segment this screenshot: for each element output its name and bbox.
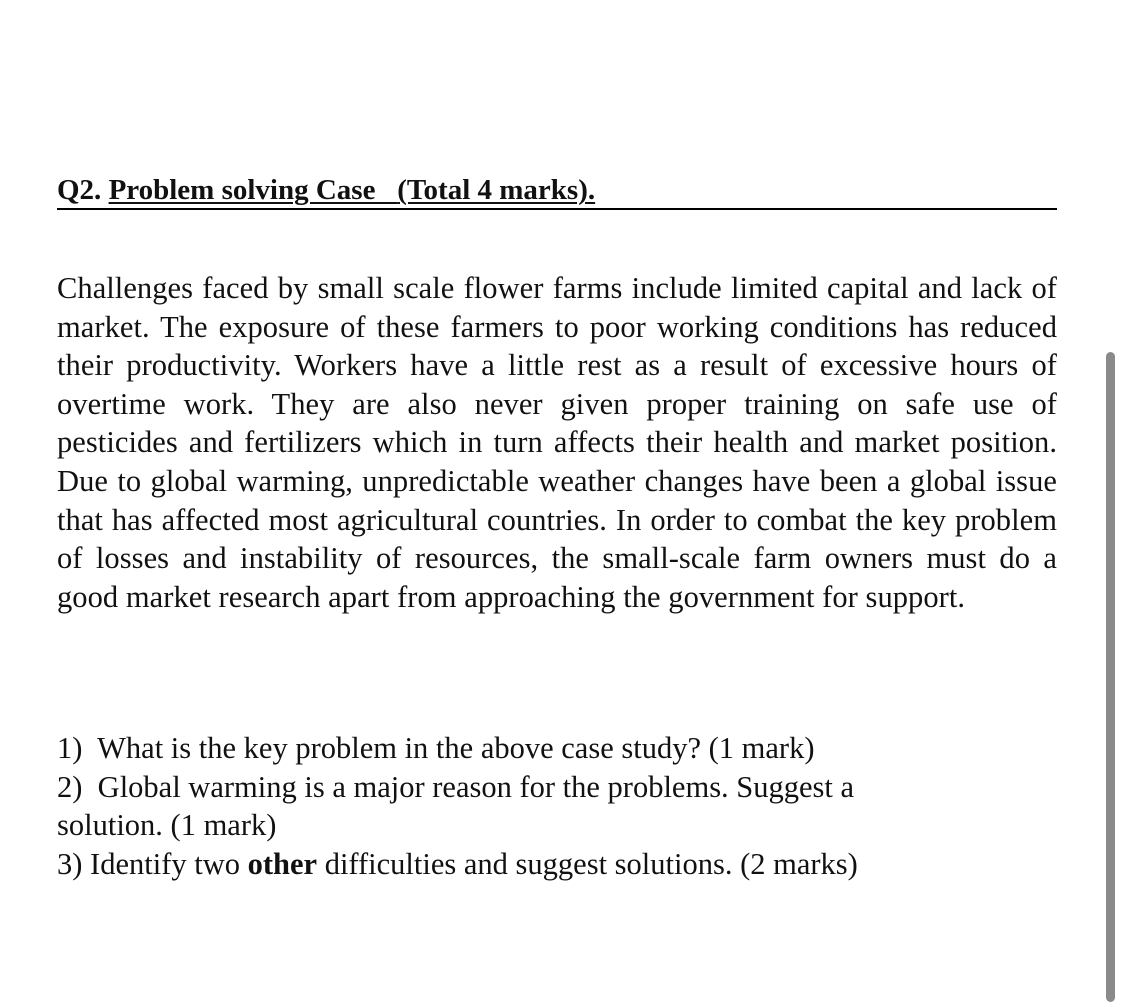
question-list (57, 729, 957, 883)
question-title (109, 174, 596, 206)
question-title-text: Problem solving Case (108, 174, 376, 206)
question-item-2-text: Global warming is a major reason for the problems. Suggest a solution. (1 mark) (57, 769, 855, 843)
question-item-3-number: 3) (57, 846, 83, 881)
question-number: Q2. (57, 174, 102, 206)
question-item-2-number: 2) (57, 769, 83, 804)
question-item-3-emphasis: other (247, 846, 318, 881)
question-item-3-text-start: Identify two (90, 846, 240, 881)
question-item-1-number: 1) (57, 731, 83, 765)
question-item-1 (57, 729, 957, 768)
question-item-3-text-end: difficulties and suggest solutions. (2 marks) (324, 846, 858, 881)
question-item-1-text: What is the key problem in the above case study? (1 mark) (97, 731, 815, 765)
question-total-marks: (Total 4 marks). (397, 174, 596, 206)
question-item-2 (57, 768, 937, 845)
vertical-scrollbar-thumb[interactable] (1106, 352, 1115, 1002)
case-study-text: Challenges faced by small scale flower farms include limited capital and lack of market. The exposure of these farmers to poor working conditions has reduced their productivity. Workers have a little rest as a result of excessive hours of overtime work. They are also never given proper training on safe use of pesticides and fertilizers which in turn affects their health and market position. Due to global warming, unpredictable weather changes have been a global issue that has affected most agricultural countries. In order to combat the key problem of losses and instability of resources, the small-scale farm owners must do a good market research apart from approaching the government for support. (57, 271, 1057, 614)
question-heading (57, 172, 1057, 210)
question-item-3 (57, 845, 957, 884)
